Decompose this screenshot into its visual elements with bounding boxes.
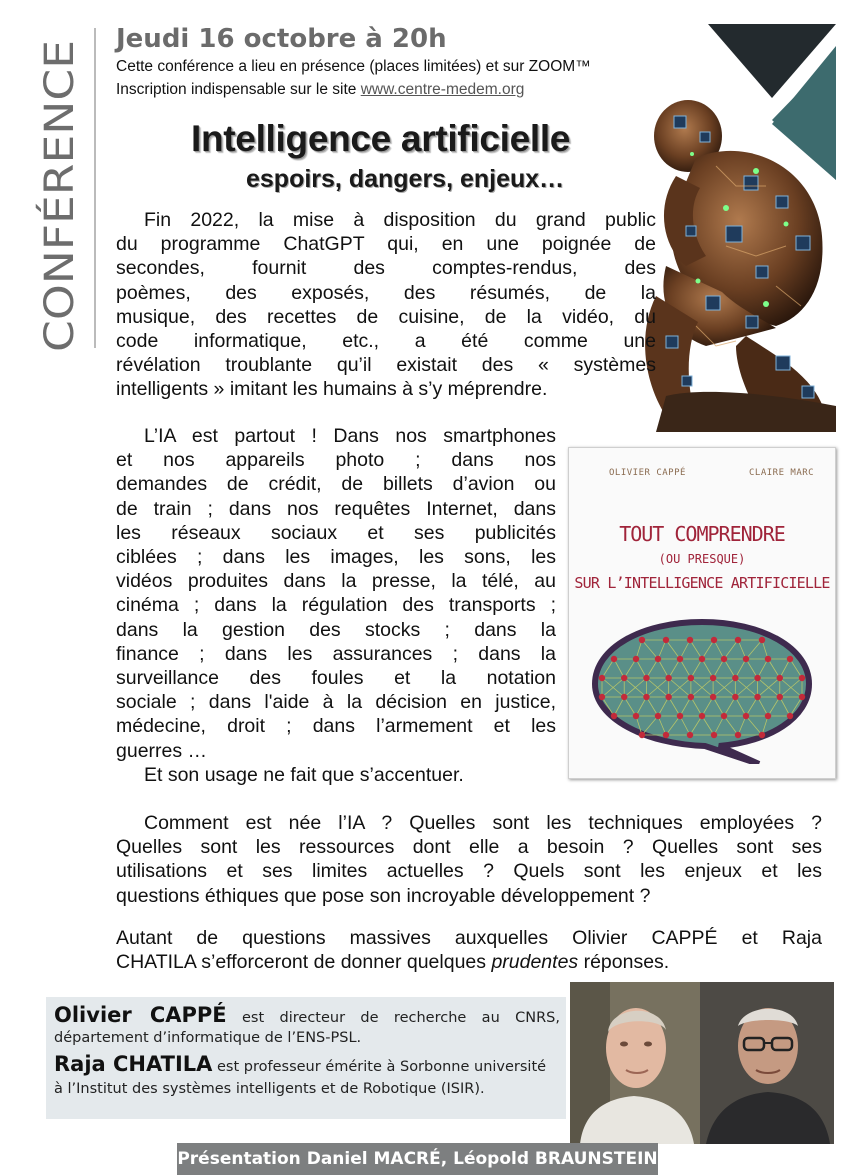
network-node: [711, 637, 717, 643]
paragraph-line: les réseaux sociaux et ses publicités: [116, 521, 556, 544]
paragraph-line: poèmes, des exposés, des résumés, de la: [116, 281, 656, 304]
network-node: [777, 675, 783, 681]
network-node: [621, 694, 627, 700]
subtitle: espoirs, dangers, enjeux…: [246, 165, 565, 193]
speaker-2-photo: [700, 982, 834, 1144]
closing-paragraph: [116, 926, 822, 974]
neural-network-bubble-icon: [587, 614, 817, 764]
network-node: [611, 713, 617, 719]
book-author-1: OLIVIER CAPPÉ: [609, 468, 686, 478]
network-node: [787, 656, 793, 662]
network-node: [765, 713, 771, 719]
paragraph-line: révélation troublante qu’il existait des « systèmes: [116, 354, 656, 377]
paragraph-line: Fin 2022, la mise à disposition du grand public: [144, 209, 656, 231]
paragraph-line: médecine, droit ; dans l’armement et les: [116, 715, 556, 738]
network-node: [754, 694, 760, 700]
network-node: [732, 694, 738, 700]
network-node: [787, 713, 793, 719]
book-title-line1: TOUT COMPRENDRE: [619, 522, 785, 546]
paragraph-line: ciblées ; dans les images, les sons, les: [116, 546, 556, 569]
speaker-1-name: Olivier CAPPÉ: [54, 1003, 227, 1027]
network-node: [663, 637, 669, 643]
network-node: [621, 675, 627, 681]
book-title-line3: SUR L’INTELLIGENCE ARTIFICIELLE: [574, 574, 830, 592]
network-node: [687, 637, 693, 643]
paragraph-line: cinéma ; dans la régulation des transports ;: [116, 594, 556, 617]
paragraph-line: surveillance des foules et la notation: [116, 667, 556, 690]
network-node: [643, 694, 649, 700]
network-node: [639, 637, 645, 643]
network-node: [677, 656, 683, 662]
paragraph-line: utilisations et ses limites actuelles ? Quels sont les enjeux et les: [116, 860, 822, 883]
network-node: [732, 675, 738, 681]
paragraph-line: vidéos produites dans la presse, la télé, au: [116, 570, 556, 593]
network-node: [735, 637, 741, 643]
questions-paragraph: [116, 811, 822, 908]
website-link[interactable]: www.centre-medem.org: [360, 81, 525, 98]
network-node: [688, 675, 694, 681]
paragraph-line: CHATILA s’efforceront de donner quelques prudentes réponses.: [116, 951, 670, 974]
event-date: Jeudi 16 octobre à 20h: [116, 24, 447, 54]
network-node: [710, 694, 716, 700]
paragraph-line: Comment est née l’IA ? Quelles sont les techniques employées ?: [144, 812, 822, 834]
network-node: [799, 675, 805, 681]
main-title: Intelligence artificielle: [191, 118, 571, 159]
paragraph-line: du programme ChatGPT qui, en une poignée de: [116, 233, 656, 256]
paragraph-line: Quelles sont les ressources dont elle a besoin ? Quelles sont ses: [116, 836, 822, 859]
network-node: [611, 656, 617, 662]
speakers-box: [46, 997, 566, 1119]
paragraph-line: L’IA est partout ! Dans nos smartphones: [144, 425, 556, 447]
network-node: [754, 675, 760, 681]
network-node: [665, 694, 671, 700]
paragraph-line: demandes de crédit, de billets d’avion ou: [116, 473, 556, 496]
thinker-statue-image: [626, 96, 836, 432]
conference-vertical-label: [18, 30, 88, 360]
intro-paragraph: [116, 208, 656, 402]
network-node: [677, 713, 683, 719]
network-node: [599, 694, 605, 700]
network-node: [721, 713, 727, 719]
speaker-2-name: Raja CHATILA: [54, 1052, 213, 1076]
network-node: [711, 732, 717, 738]
network-node: [699, 713, 705, 719]
network-node: [721, 656, 727, 662]
paragraph-line: code informatique, etc., a été comme une: [116, 330, 656, 353]
paragraph-line: sociale ; dans l'aide à la décision en justice,: [116, 691, 556, 714]
side-label-text: CONFÉRENCE: [37, 78, 83, 352]
paragraph-line: intelligents » imitant les humains à s’y méprendre.: [116, 378, 548, 401]
network-node: [599, 675, 605, 681]
network-node: [633, 713, 639, 719]
network-node: [710, 675, 716, 681]
paragraph-line: Autant de questions massives auxquelles Olivier CAPPÉ et Raja: [116, 927, 822, 949]
paragraph-line: dans la gestion des stocks ; dans la: [116, 618, 556, 641]
book-title-line2: (OU PRESQUE): [658, 552, 746, 566]
network-node: [759, 637, 765, 643]
event-info-line2: [116, 81, 524, 99]
network-node: [663, 732, 669, 738]
network-node: [655, 713, 661, 719]
paragraph-line: musique, des recettes de cuisine, de la vidéo, du: [116, 305, 656, 328]
paragraph-line: finance ; dans les assurances ; dans la: [116, 642, 556, 665]
book-author-2: CLAIRE MARC: [749, 468, 815, 478]
network-node: [665, 675, 671, 681]
network-node: [633, 656, 639, 662]
network-node: [688, 694, 694, 700]
vertical-divider: [94, 28, 96, 348]
network-node: [759, 732, 765, 738]
network-node: [735, 732, 741, 738]
network-node: [743, 713, 749, 719]
event-info-line1: Cette conférence a lieu en présence (places limitées) et sur ZOOM™: [116, 58, 591, 75]
speaker-1-bio: Olivier CAPPÉ est directeur de recherche au CNRS, département d’informatique de l’ENS-PSL.: [54, 1003, 560, 1046]
speaker-2-bio: Raja CHATILA est professeur émérite à Sorbonne université à l’Institut des systèmes intelligents et de Robotique (ISIR).: [54, 1052, 547, 1097]
presentation-footer: Présentation Daniel MACRÉ, Léopold BRAUNSTEIN: [177, 1143, 658, 1175]
book-cover: [568, 447, 836, 779]
paragraph-line: Et son usage ne fait que s’accentuer.: [144, 763, 464, 786]
registration-text: Inscription indispensable sur le site: [116, 81, 361, 98]
network-node: [765, 656, 771, 662]
network-node: [743, 656, 749, 662]
network-node: [799, 694, 805, 700]
paragraph-line: et nos appareils photo ; dans nos: [116, 449, 556, 472]
network-node: [777, 694, 783, 700]
ia-everywhere-paragraph: [116, 424, 556, 787]
network-node: [643, 675, 649, 681]
paragraph-line: secondes, fournit des comptes-rendus, des: [116, 257, 656, 280]
network-node: [655, 656, 661, 662]
network-node: [687, 732, 693, 738]
emphasis-prudentes: prudentes: [491, 951, 579, 974]
speaker-1-photo: [570, 982, 700, 1144]
paragraph-line: questions éthiques que pose son incroyable développement ?: [116, 884, 651, 907]
network-node: [639, 732, 645, 738]
paragraph-line: guerres …: [116, 739, 208, 762]
paragraph-line: de train ; dans nos requêtes Internet, dans: [116, 497, 556, 520]
network-node: [699, 656, 705, 662]
